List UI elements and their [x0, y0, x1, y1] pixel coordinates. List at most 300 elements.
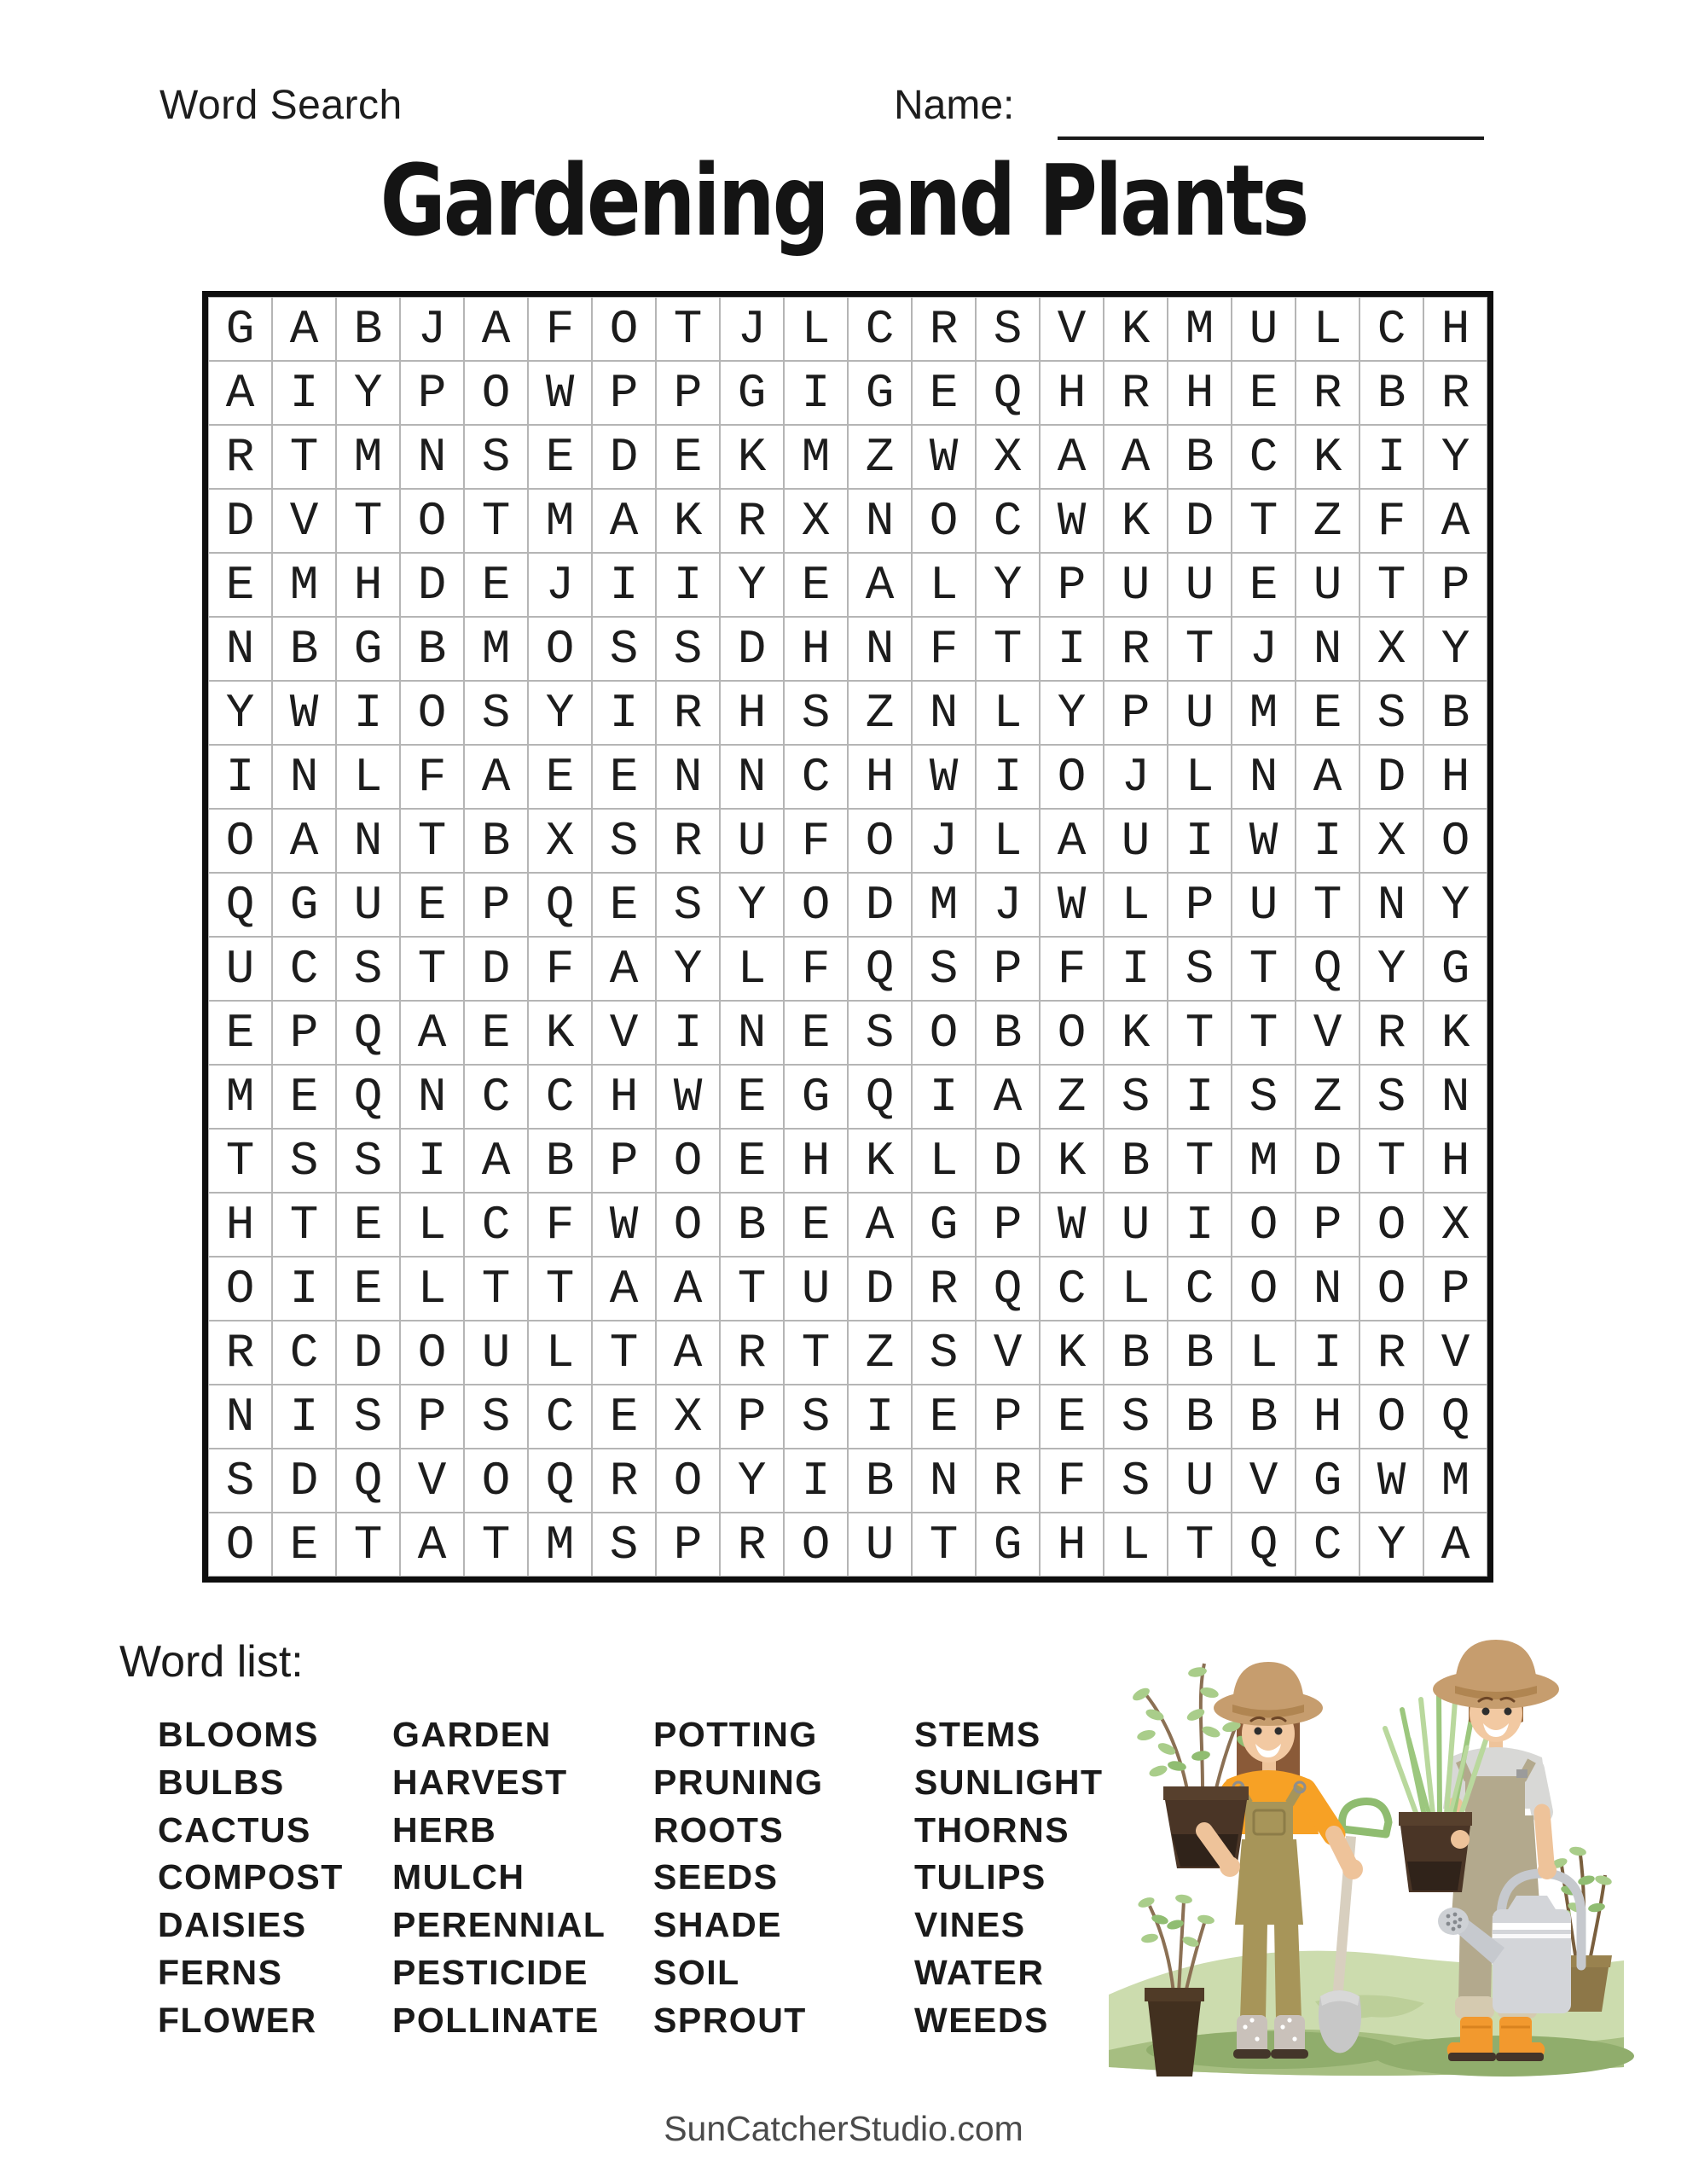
grid-cell-r4c12[interactable]: O: [912, 489, 976, 553]
grid-cell-r18c9[interactable]: P: [720, 1385, 784, 1449]
grid-cell-r12c2[interactable]: P: [272, 1001, 336, 1065]
grid-cell-r1c18[interactable]: L: [1296, 297, 1359, 361]
grid-cell-r11c15[interactable]: I: [1104, 937, 1168, 1001]
grid-cell-r4c10[interactable]: X: [784, 489, 848, 553]
grid-cell-r11c3[interactable]: S: [336, 937, 400, 1001]
grid-cell-r8c4[interactable]: F: [400, 745, 464, 809]
grid-cell-r18c13[interactable]: P: [976, 1385, 1040, 1449]
grid-cell-r10c11[interactable]: D: [848, 873, 912, 937]
grid-cell-r2c5[interactable]: O: [464, 361, 528, 425]
grid-cell-r10c19[interactable]: N: [1359, 873, 1423, 937]
grid-cell-r1c2[interactable]: A: [272, 297, 336, 361]
grid-cell-r18c20[interactable]: Q: [1423, 1385, 1487, 1449]
grid-cell-r2c3[interactable]: Y: [336, 361, 400, 425]
grid-cell-r14c12[interactable]: L: [912, 1129, 976, 1193]
grid-cell-r12c11[interactable]: S: [848, 1001, 912, 1065]
grid-cell-r3c9[interactable]: K: [720, 425, 784, 489]
grid-cell-r2c17[interactable]: E: [1232, 361, 1296, 425]
grid-cell-r18c8[interactable]: X: [656, 1385, 720, 1449]
grid-cell-r3c18[interactable]: K: [1296, 425, 1359, 489]
grid-cell-r12c6[interactable]: K: [528, 1001, 592, 1065]
grid-cell-r18c5[interactable]: S: [464, 1385, 528, 1449]
grid-cell-r5c1[interactable]: E: [208, 553, 272, 617]
grid-cell-r2c16[interactable]: H: [1168, 361, 1232, 425]
grid-cell-r14c10[interactable]: H: [784, 1129, 848, 1193]
grid-cell-r20c8[interactable]: P: [656, 1513, 720, 1577]
grid-cell-r8c1[interactable]: I: [208, 745, 272, 809]
grid-cell-r9c11[interactable]: O: [848, 809, 912, 873]
grid-cell-r13c19[interactable]: S: [1359, 1065, 1423, 1129]
grid-cell-r6c7[interactable]: S: [592, 617, 656, 681]
grid-cell-r12c15[interactable]: K: [1104, 1001, 1168, 1065]
grid-cell-r12c5[interactable]: E: [464, 1001, 528, 1065]
grid-cell-r2c15[interactable]: R: [1104, 361, 1168, 425]
grid-cell-r8c5[interactable]: A: [464, 745, 528, 809]
grid-cell-r14c3[interactable]: S: [336, 1129, 400, 1193]
grid-cell-r13c5[interactable]: C: [464, 1065, 528, 1129]
grid-cell-r12c13[interactable]: B: [976, 1001, 1040, 1065]
grid-cell-r3c1[interactable]: R: [208, 425, 272, 489]
grid-cell-r17c9[interactable]: R: [720, 1321, 784, 1385]
grid-cell-r19c20[interactable]: M: [1423, 1449, 1487, 1513]
grid-cell-r2c18[interactable]: R: [1296, 361, 1359, 425]
grid-cell-r19c8[interactable]: O: [656, 1449, 720, 1513]
grid-cell-r16c18[interactable]: N: [1296, 1257, 1359, 1321]
grid-cell-r4c8[interactable]: K: [656, 489, 720, 553]
grid-cell-r15c15[interactable]: U: [1104, 1193, 1168, 1257]
grid-cell-r16c13[interactable]: Q: [976, 1257, 1040, 1321]
grid-cell-r13c17[interactable]: S: [1232, 1065, 1296, 1129]
grid-cell-r19c7[interactable]: R: [592, 1449, 656, 1513]
grid-cell-r9c5[interactable]: B: [464, 809, 528, 873]
grid-cell-r7c13[interactable]: L: [976, 681, 1040, 745]
grid-cell-r4c11[interactable]: N: [848, 489, 912, 553]
grid-cell-r5c14[interactable]: P: [1040, 553, 1104, 617]
grid-cell-r20c6[interactable]: M: [528, 1513, 592, 1577]
grid-cell-r8c10[interactable]: C: [784, 745, 848, 809]
grid-cell-r19c11[interactable]: B: [848, 1449, 912, 1513]
grid-cell-r4c20[interactable]: A: [1423, 489, 1487, 553]
grid-cell-r19c1[interactable]: S: [208, 1449, 272, 1513]
grid-cell-r7c12[interactable]: N: [912, 681, 976, 745]
grid-cell-r9c12[interactable]: J: [912, 809, 976, 873]
grid-cell-r20c20[interactable]: A: [1423, 1513, 1487, 1577]
grid-cell-r10c12[interactable]: M: [912, 873, 976, 937]
grid-cell-r17c5[interactable]: U: [464, 1321, 528, 1385]
grid-cell-r11c11[interactable]: Q: [848, 937, 912, 1001]
grid-cell-r1c9[interactable]: J: [720, 297, 784, 361]
grid-cell-r10c6[interactable]: Q: [528, 873, 592, 937]
grid-cell-r9c20[interactable]: O: [1423, 809, 1487, 873]
grid-cell-r14c20[interactable]: H: [1423, 1129, 1487, 1193]
grid-cell-r14c4[interactable]: I: [400, 1129, 464, 1193]
grid-cell-r19c10[interactable]: I: [784, 1449, 848, 1513]
grid-cell-r7c4[interactable]: O: [400, 681, 464, 745]
grid-cell-r3c12[interactable]: W: [912, 425, 976, 489]
grid-cell-r14c18[interactable]: D: [1296, 1129, 1359, 1193]
grid-cell-r13c3[interactable]: Q: [336, 1065, 400, 1129]
grid-cell-r5c9[interactable]: Y: [720, 553, 784, 617]
grid-cell-r15c6[interactable]: F: [528, 1193, 592, 1257]
grid-cell-r7c1[interactable]: Y: [208, 681, 272, 745]
grid-cell-r13c8[interactable]: W: [656, 1065, 720, 1129]
grid-cell-r19c4[interactable]: V: [400, 1449, 464, 1513]
grid-cell-r3c2[interactable]: T: [272, 425, 336, 489]
grid-cell-r16c5[interactable]: T: [464, 1257, 528, 1321]
grid-cell-r17c18[interactable]: I: [1296, 1321, 1359, 1385]
grid-cell-r10c1[interactable]: Q: [208, 873, 272, 937]
grid-cell-r6c6[interactable]: O: [528, 617, 592, 681]
grid-cell-r1c6[interactable]: F: [528, 297, 592, 361]
grid-cell-r11c18[interactable]: Q: [1296, 937, 1359, 1001]
grid-cell-r10c15[interactable]: L: [1104, 873, 1168, 937]
name-input-line[interactable]: [1058, 136, 1484, 140]
grid-cell-r16c2[interactable]: I: [272, 1257, 336, 1321]
grid-cell-r10c14[interactable]: W: [1040, 873, 1104, 937]
grid-cell-r12c17[interactable]: T: [1232, 1001, 1296, 1065]
grid-cell-r1c7[interactable]: O: [592, 297, 656, 361]
grid-cell-r11c9[interactable]: L: [720, 937, 784, 1001]
grid-cell-r3c13[interactable]: X: [976, 425, 1040, 489]
grid-cell-r14c13[interactable]: D: [976, 1129, 1040, 1193]
grid-cell-r15c18[interactable]: P: [1296, 1193, 1359, 1257]
grid-cell-r1c13[interactable]: S: [976, 297, 1040, 361]
grid-cell-r7c5[interactable]: S: [464, 681, 528, 745]
grid-cell-r9c18[interactable]: I: [1296, 809, 1359, 873]
grid-cell-r18c12[interactable]: E: [912, 1385, 976, 1449]
grid-cell-r2c8[interactable]: P: [656, 361, 720, 425]
grid-cell-r4c5[interactable]: T: [464, 489, 528, 553]
grid-cell-r11c7[interactable]: A: [592, 937, 656, 1001]
grid-cell-r16c15[interactable]: L: [1104, 1257, 1168, 1321]
grid-cell-r1c17[interactable]: U: [1232, 297, 1296, 361]
grid-cell-r1c8[interactable]: T: [656, 297, 720, 361]
grid-cell-r12c3[interactable]: Q: [336, 1001, 400, 1065]
grid-cell-r17c1[interactable]: R: [208, 1321, 272, 1385]
grid-cell-r14c19[interactable]: T: [1359, 1129, 1423, 1193]
grid-cell-r18c4[interactable]: P: [400, 1385, 464, 1449]
grid-cell-r10c18[interactable]: T: [1296, 873, 1359, 937]
grid-cell-r6c1[interactable]: N: [208, 617, 272, 681]
grid-cell-r13c13[interactable]: A: [976, 1065, 1040, 1129]
grid-cell-r16c12[interactable]: R: [912, 1257, 976, 1321]
grid-cell-r13c11[interactable]: Q: [848, 1065, 912, 1129]
grid-cell-r6c8[interactable]: S: [656, 617, 720, 681]
grid-cell-r3c14[interactable]: A: [1040, 425, 1104, 489]
grid-cell-r5c7[interactable]: I: [592, 553, 656, 617]
grid-cell-r7c9[interactable]: H: [720, 681, 784, 745]
grid-cell-r19c13[interactable]: R: [976, 1449, 1040, 1513]
grid-cell-r11c14[interactable]: F: [1040, 937, 1104, 1001]
grid-cell-r16c7[interactable]: A: [592, 1257, 656, 1321]
grid-cell-r13c10[interactable]: G: [784, 1065, 848, 1129]
grid-cell-r15c11[interactable]: A: [848, 1193, 912, 1257]
grid-cell-r19c5[interactable]: O: [464, 1449, 528, 1513]
grid-cell-r10c2[interactable]: G: [272, 873, 336, 937]
grid-cell-r2c2[interactable]: I: [272, 361, 336, 425]
grid-cell-r17c10[interactable]: T: [784, 1321, 848, 1385]
grid-cell-r11c8[interactable]: Y: [656, 937, 720, 1001]
grid-cell-r8c18[interactable]: A: [1296, 745, 1359, 809]
grid-cell-r20c11[interactable]: U: [848, 1513, 912, 1577]
grid-cell-r18c6[interactable]: C: [528, 1385, 592, 1449]
grid-cell-r8c6[interactable]: E: [528, 745, 592, 809]
grid-cell-r12c4[interactable]: A: [400, 1001, 464, 1065]
grid-cell-r7c8[interactable]: R: [656, 681, 720, 745]
grid-cell-r13c18[interactable]: Z: [1296, 1065, 1359, 1129]
grid-cell-r5c16[interactable]: U: [1168, 553, 1232, 617]
grid-cell-r20c5[interactable]: T: [464, 1513, 528, 1577]
grid-cell-r3c3[interactable]: M: [336, 425, 400, 489]
grid-cell-r16c1[interactable]: O: [208, 1257, 272, 1321]
grid-cell-r17c13[interactable]: V: [976, 1321, 1040, 1385]
grid-cell-r6c10[interactable]: H: [784, 617, 848, 681]
grid-cell-r3c16[interactable]: B: [1168, 425, 1232, 489]
grid-cell-r14c5[interactable]: A: [464, 1129, 528, 1193]
grid-cell-r9c16[interactable]: I: [1168, 809, 1232, 873]
grid-cell-r2c12[interactable]: E: [912, 361, 976, 425]
grid-cell-r19c9[interactable]: Y: [720, 1449, 784, 1513]
grid-cell-r2c6[interactable]: W: [528, 361, 592, 425]
grid-cell-r5c13[interactable]: Y: [976, 553, 1040, 617]
grid-cell-r11c2[interactable]: C: [272, 937, 336, 1001]
grid-cell-r14c16[interactable]: T: [1168, 1129, 1232, 1193]
grid-cell-r14c17[interactable]: M: [1232, 1129, 1296, 1193]
grid-cell-r2c14[interactable]: H: [1040, 361, 1104, 425]
grid-cell-r16c19[interactable]: O: [1359, 1257, 1423, 1321]
grid-cell-r19c2[interactable]: D: [272, 1449, 336, 1513]
grid-cell-r5c10[interactable]: E: [784, 553, 848, 617]
grid-cell-r2c9[interactable]: G: [720, 361, 784, 425]
grid-cell-r18c18[interactable]: H: [1296, 1385, 1359, 1449]
grid-cell-r7c19[interactable]: S: [1359, 681, 1423, 745]
grid-cell-r2c20[interactable]: R: [1423, 361, 1487, 425]
grid-cell-r17c8[interactable]: A: [656, 1321, 720, 1385]
grid-cell-r3c20[interactable]: Y: [1423, 425, 1487, 489]
grid-cell-r1c4[interactable]: J: [400, 297, 464, 361]
grid-cell-r4c2[interactable]: V: [272, 489, 336, 553]
grid-cell-r15c14[interactable]: W: [1040, 1193, 1104, 1257]
grid-cell-r16c14[interactable]: C: [1040, 1257, 1104, 1321]
grid-cell-r11c16[interactable]: S: [1168, 937, 1232, 1001]
grid-cell-r18c11[interactable]: I: [848, 1385, 912, 1449]
grid-cell-r7c11[interactable]: Z: [848, 681, 912, 745]
grid-cell-r17c4[interactable]: O: [400, 1321, 464, 1385]
grid-cell-r17c12[interactable]: S: [912, 1321, 976, 1385]
grid-cell-r8c13[interactable]: I: [976, 745, 1040, 809]
grid-cell-r5c17[interactable]: E: [1232, 553, 1296, 617]
grid-cell-r18c15[interactable]: S: [1104, 1385, 1168, 1449]
grid-cell-r12c8[interactable]: I: [656, 1001, 720, 1065]
grid-cell-r20c14[interactable]: H: [1040, 1513, 1104, 1577]
grid-cell-r7c15[interactable]: P: [1104, 681, 1168, 745]
grid-cell-r10c4[interactable]: E: [400, 873, 464, 937]
grid-cell-r20c16[interactable]: T: [1168, 1513, 1232, 1577]
grid-cell-r10c9[interactable]: Y: [720, 873, 784, 937]
grid-cell-r8c20[interactable]: H: [1423, 745, 1487, 809]
grid-cell-r18c1[interactable]: N: [208, 1385, 272, 1449]
grid-cell-r16c17[interactable]: O: [1232, 1257, 1296, 1321]
grid-cell-r8c9[interactable]: N: [720, 745, 784, 809]
grid-cell-r12c12[interactable]: O: [912, 1001, 976, 1065]
grid-cell-r3c11[interactable]: Z: [848, 425, 912, 489]
grid-cell-r1c10[interactable]: L: [784, 297, 848, 361]
grid-cell-r1c15[interactable]: K: [1104, 297, 1168, 361]
grid-cell-r17c17[interactable]: L: [1232, 1321, 1296, 1385]
grid-cell-r8c16[interactable]: L: [1168, 745, 1232, 809]
grid-cell-r15c1[interactable]: H: [208, 1193, 272, 1257]
grid-cell-r1c3[interactable]: B: [336, 297, 400, 361]
grid-cell-r13c9[interactable]: E: [720, 1065, 784, 1129]
grid-cell-r8c8[interactable]: N: [656, 745, 720, 809]
grid-cell-r2c4[interactable]: P: [400, 361, 464, 425]
grid-cell-r7c18[interactable]: E: [1296, 681, 1359, 745]
grid-cell-r9c9[interactable]: U: [720, 809, 784, 873]
grid-cell-r5c5[interactable]: E: [464, 553, 528, 617]
grid-cell-r13c20[interactable]: N: [1423, 1065, 1487, 1129]
grid-cell-r15c8[interactable]: O: [656, 1193, 720, 1257]
grid-cell-r3c19[interactable]: I: [1359, 425, 1423, 489]
grid-cell-r1c12[interactable]: R: [912, 297, 976, 361]
grid-cell-r12c7[interactable]: V: [592, 1001, 656, 1065]
grid-cell-r1c1[interactable]: G: [208, 297, 272, 361]
grid-cell-r4c4[interactable]: O: [400, 489, 464, 553]
grid-cell-r4c13[interactable]: C: [976, 489, 1040, 553]
grid-cell-r20c19[interactable]: Y: [1359, 1513, 1423, 1577]
grid-cell-r17c14[interactable]: K: [1040, 1321, 1104, 1385]
grid-cell-r13c16[interactable]: I: [1168, 1065, 1232, 1129]
grid-cell-r6c17[interactable]: J: [1232, 617, 1296, 681]
grid-cell-r19c14[interactable]: F: [1040, 1449, 1104, 1513]
grid-cell-r6c14[interactable]: I: [1040, 617, 1104, 681]
grid-cell-r19c16[interactable]: U: [1168, 1449, 1232, 1513]
grid-cell-r10c5[interactable]: P: [464, 873, 528, 937]
grid-cell-r17c19[interactable]: R: [1359, 1321, 1423, 1385]
grid-cell-r5c20[interactable]: P: [1423, 553, 1487, 617]
grid-cell-r16c10[interactable]: U: [784, 1257, 848, 1321]
grid-cell-r17c2[interactable]: C: [272, 1321, 336, 1385]
grid-cell-r16c8[interactable]: A: [656, 1257, 720, 1321]
grid-cell-r4c1[interactable]: D: [208, 489, 272, 553]
grid-cell-r14c15[interactable]: B: [1104, 1129, 1168, 1193]
grid-cell-r20c15[interactable]: L: [1104, 1513, 1168, 1577]
grid-cell-r12c1[interactable]: E: [208, 1001, 272, 1065]
grid-cell-r14c8[interactable]: O: [656, 1129, 720, 1193]
grid-cell-r11c20[interactable]: G: [1423, 937, 1487, 1001]
grid-cell-r6c2[interactable]: B: [272, 617, 336, 681]
grid-cell-r20c12[interactable]: T: [912, 1513, 976, 1577]
grid-cell-r5c2[interactable]: M: [272, 553, 336, 617]
grid-cell-r14c14[interactable]: K: [1040, 1129, 1104, 1193]
grid-cell-r3c6[interactable]: E: [528, 425, 592, 489]
grid-cell-r14c11[interactable]: K: [848, 1129, 912, 1193]
grid-cell-r20c3[interactable]: T: [336, 1513, 400, 1577]
grid-cell-r4c16[interactable]: D: [1168, 489, 1232, 553]
grid-cell-r1c20[interactable]: H: [1423, 297, 1487, 361]
grid-cell-r10c7[interactable]: E: [592, 873, 656, 937]
grid-cell-r12c18[interactable]: V: [1296, 1001, 1359, 1065]
grid-cell-r14c6[interactable]: B: [528, 1129, 592, 1193]
grid-cell-r5c12[interactable]: L: [912, 553, 976, 617]
grid-cell-r9c14[interactable]: A: [1040, 809, 1104, 873]
grid-cell-r20c9[interactable]: R: [720, 1513, 784, 1577]
grid-cell-r6c20[interactable]: Y: [1423, 617, 1487, 681]
grid-cell-r12c10[interactable]: E: [784, 1001, 848, 1065]
grid-cell-r3c5[interactable]: S: [464, 425, 528, 489]
grid-cell-r16c6[interactable]: T: [528, 1257, 592, 1321]
grid-cell-r15c13[interactable]: P: [976, 1193, 1040, 1257]
grid-cell-r15c5[interactable]: C: [464, 1193, 528, 1257]
grid-cell-r7c20[interactable]: B: [1423, 681, 1487, 745]
grid-cell-r9c15[interactable]: U: [1104, 809, 1168, 873]
grid-cell-r2c13[interactable]: Q: [976, 361, 1040, 425]
grid-cell-r13c6[interactable]: C: [528, 1065, 592, 1129]
grid-cell-r12c20[interactable]: K: [1423, 1001, 1487, 1065]
grid-cell-r9c4[interactable]: T: [400, 809, 464, 873]
grid-cell-r13c2[interactable]: E: [272, 1065, 336, 1129]
grid-cell-r20c1[interactable]: O: [208, 1513, 272, 1577]
grid-cell-r11c6[interactable]: F: [528, 937, 592, 1001]
grid-cell-r7c3[interactable]: I: [336, 681, 400, 745]
grid-cell-r6c19[interactable]: X: [1359, 617, 1423, 681]
grid-cell-r10c20[interactable]: Y: [1423, 873, 1487, 937]
grid-cell-r4c6[interactable]: M: [528, 489, 592, 553]
grid-cell-r14c9[interactable]: E: [720, 1129, 784, 1193]
grid-cell-r4c17[interactable]: T: [1232, 489, 1296, 553]
grid-cell-r13c15[interactable]: S: [1104, 1065, 1168, 1129]
grid-cell-r15c10[interactable]: E: [784, 1193, 848, 1257]
grid-cell-r9c10[interactable]: F: [784, 809, 848, 873]
grid-cell-r3c15[interactable]: A: [1104, 425, 1168, 489]
grid-cell-r5c11[interactable]: A: [848, 553, 912, 617]
grid-cell-r9c17[interactable]: W: [1232, 809, 1296, 873]
grid-cell-r15c2[interactable]: T: [272, 1193, 336, 1257]
grid-cell-r7c14[interactable]: Y: [1040, 681, 1104, 745]
grid-cell-r19c15[interactable]: S: [1104, 1449, 1168, 1513]
grid-cell-r12c14[interactable]: O: [1040, 1001, 1104, 1065]
grid-cell-r11c10[interactable]: F: [784, 937, 848, 1001]
grid-cell-r11c19[interactable]: Y: [1359, 937, 1423, 1001]
grid-cell-r1c14[interactable]: V: [1040, 297, 1104, 361]
grid-cell-r9c7[interactable]: S: [592, 809, 656, 873]
grid-cell-r20c13[interactable]: G: [976, 1513, 1040, 1577]
grid-cell-r17c20[interactable]: V: [1423, 1321, 1487, 1385]
grid-cell-r15c17[interactable]: O: [1232, 1193, 1296, 1257]
grid-cell-r6c4[interactable]: B: [400, 617, 464, 681]
grid-cell-r2c7[interactable]: P: [592, 361, 656, 425]
grid-cell-r11c17[interactable]: T: [1232, 937, 1296, 1001]
grid-cell-r18c14[interactable]: E: [1040, 1385, 1104, 1449]
grid-cell-r8c3[interactable]: L: [336, 745, 400, 809]
grid-cell-r15c20[interactable]: X: [1423, 1193, 1487, 1257]
grid-cell-r15c9[interactable]: B: [720, 1193, 784, 1257]
grid-cell-r17c6[interactable]: L: [528, 1321, 592, 1385]
grid-cell-r16c4[interactable]: L: [400, 1257, 464, 1321]
grid-cell-r6c5[interactable]: M: [464, 617, 528, 681]
grid-cell-r15c16[interactable]: I: [1168, 1193, 1232, 1257]
grid-cell-r7c2[interactable]: W: [272, 681, 336, 745]
grid-cell-r18c17[interactable]: B: [1232, 1385, 1296, 1449]
grid-cell-r6c9[interactable]: D: [720, 617, 784, 681]
grid-cell-r10c8[interactable]: S: [656, 873, 720, 937]
grid-cell-r6c13[interactable]: T: [976, 617, 1040, 681]
grid-cell-r4c14[interactable]: W: [1040, 489, 1104, 553]
grid-cell-r12c19[interactable]: R: [1359, 1001, 1423, 1065]
grid-cell-r10c10[interactable]: O: [784, 873, 848, 937]
grid-cell-r19c18[interactable]: G: [1296, 1449, 1359, 1513]
grid-cell-r17c3[interactable]: D: [336, 1321, 400, 1385]
grid-cell-r9c6[interactable]: X: [528, 809, 592, 873]
